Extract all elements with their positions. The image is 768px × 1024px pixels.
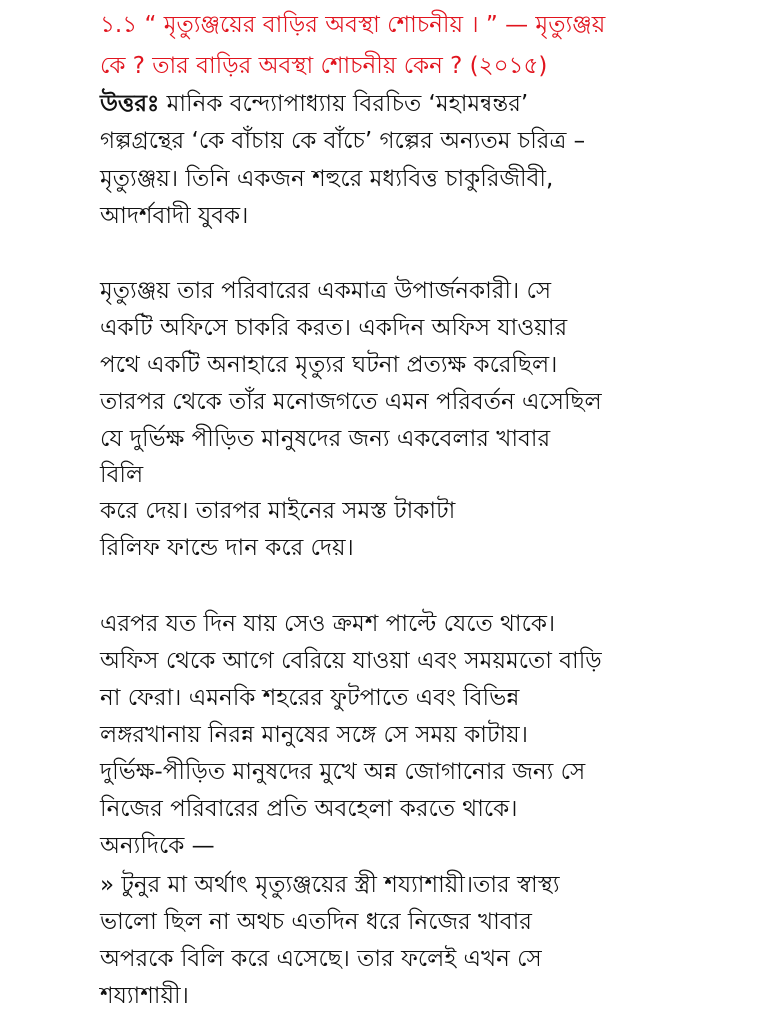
paragraph-line: অফিস থেকে আগে বেরিয়ে যাওয়া এবং সময়মতো বাড়ি (100, 648, 602, 674)
answer-line-1 (100, 89, 528, 119)
paragraph-line: এরপর যত দিন যায় সেও ক্রমশ পাল্টে যেতে থাকে। (100, 611, 556, 637)
paragraph-line: তারপর থেকে তাঁর মনোজগতে এমন পরিবর্তন এসেছিল (100, 389, 602, 415)
paragraph-line: গল্পগ্রন্থের ‘কে বাঁচায় কে বাঁচে’ গল্পের অন্যতম চরিত্র – (100, 128, 586, 154)
paragraph-line: পথে একটি অনাহারে মৃত্যুর ঘটনা প্রত্যক্ষ করেছিল। (100, 352, 558, 378)
paragraph-line: মৃত্যুঞ্জয় তার পরিবারের একমাত্র উপার্জনকারী। সে (100, 278, 552, 304)
paragraph-line: শয্যাশায়ী। (100, 983, 189, 1009)
paragraph-line: মৃত্যুঞ্জয়। তিনি একজন শহুরে মধ্যবিত্ত চাকুরিজীবী, (100, 166, 554, 192)
paragraph-line: রিলিফ ফান্ডে দান করে দেয়। (100, 535, 354, 561)
paragraph-line: ভালো ছিল না অথচ এতদিন ধরে নিজের খাবার (100, 909, 532, 935)
paragraph-line: অপরকে বিলি করে এসেছে। তার ফলেই এখন সে (100, 946, 542, 972)
paragraph-line: আদর্শবাদী যুবক। (100, 203, 249, 229)
paragraph-line: করে দেয়। তারপর মাইনের সমস্ত টাকাটা (100, 498, 456, 524)
paragraph-line: না ফেরা। এমনকি শহরের ফুটপাতে এবং বিভিন্ন (100, 685, 520, 711)
paragraph-line: লঙ্গরখানায় নিরন্ন মানুষের সঙ্গে সে সময় কাটায়। (100, 722, 528, 748)
paragraph-line: অন্যদিকে — (100, 833, 215, 859)
question-line-1: ১.১ “ মৃত্যুঞ্জয়ের বাড়ির অবস্থা শোচনীয় । ” — মৃত্যুঞ্জয় (100, 12, 606, 38)
bullet-line: » টুনুর মা অর্থাৎ মৃত্যুঞ্জয়ের স্ত্রী শয্যাশায়ী।তার স্বাস্থ্য (100, 872, 560, 898)
paragraph-line: বিলি (100, 462, 144, 488)
paragraph-line: যে দুর্ভিক্ষ পীড়িত মানুষদের জন্য একবেলার খাবার (100, 426, 551, 452)
paragraph-line: দুর্ভিক্ষ-পীড়িত মানুষদের মুখে অন্ন জোগানোর জন্য সে (100, 759, 586, 785)
answer-text: মানিক বন্দ্যোপাধ্যায় বিরচিত ‘মহামন্বন্তর’ (159, 91, 529, 117)
question-line-2: কে ? তার বাড়ির অবস্থা শোচনীয় কেন ? (২০১৫) (100, 53, 548, 79)
paragraph-line: নিজের পরিবারের প্রতি অবহেলা করতে থাকে। (100, 796, 518, 822)
paragraph-line: একটি অফিসে চাকরি করত। একদিন অফিস যাওয়ার (100, 315, 568, 341)
answer-label: উত্তরঃ (100, 91, 160, 117)
